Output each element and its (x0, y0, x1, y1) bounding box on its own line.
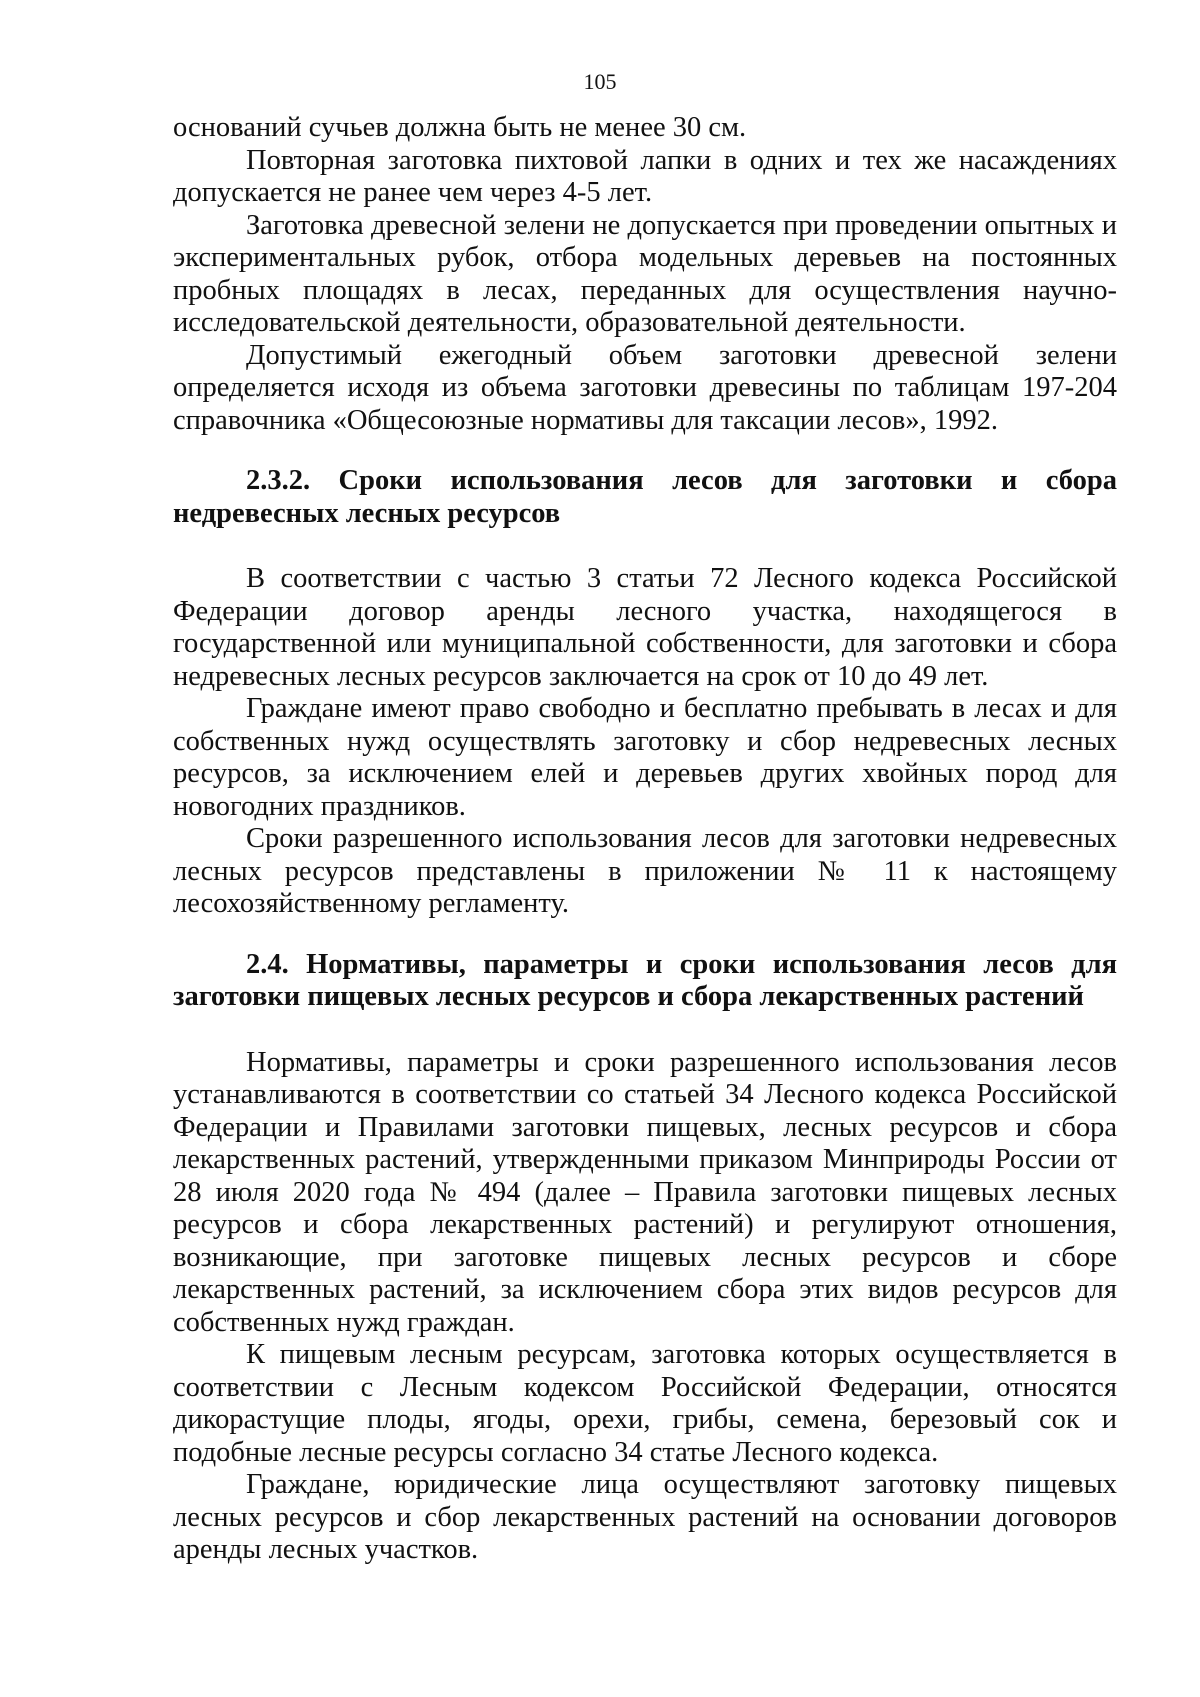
paragraph: Заготовка древесной зелени не допускается при проведении опытных и экспериментальных рубок, отбора модельных деревьев на постоянных пробных площадях в лесах, переданных для осуществления научно-исследовательской деятельности, образовательной деятельности. (173, 209, 1117, 338)
paragraph: Повторная заготовка пихтовой лапки в одних и тех же насаждениях допускается не ранее чем через 4-5 лет. (173, 144, 1117, 208)
spacer (173, 530, 1117, 563)
paragraph: оснований сучьев должна быть не менее 30 см. (173, 112, 747, 143)
section-heading: 2.3.2. Сроки использования лесов для заготовки и сбора недревесных лесных ресурсов (173, 465, 1117, 529)
paragraph: В соответствии с частью 3 статьи 72 Лесного кодекса Российской Федерации договор аренды лесного участка, находящегося в государственной или муниципальной собственности, для заготовки и сбора недревесных лесных ресурсов заключается на срок от 10 до 49 лет. (173, 563, 1117, 692)
paragraph: Граждане имеют право свободно и бесплатно пребывать в лесах и для собственных нужд осуществлять заготовку и сбор недревесных лесных ресурсов, за исключением елей и деревьев других хвойных пород для новогодних праздников. (173, 693, 1117, 822)
page-number: 105 (583, 69, 617, 94)
spacer (173, 1014, 1117, 1047)
spacer (173, 921, 1117, 949)
paragraph: Допустимый ежегодный объем заготовки древесной зелени определяется исходя из объема заготовки древесины по таблицам 197-204 справочника «Общесоюзные нормативы для таксации лесов», 1992. (173, 339, 1117, 436)
paragraph: Сроки разрешенного использования лесов для заготовки недревесных лесных ресурсов представлены в приложении № 11 к настоящему лесохозяйственному регламенту. (173, 823, 1117, 919)
paragraph: Граждане, юридические лица осуществляют заготовку пищевых лесных ресурсов и сбор лекарственных растений на основании договоров аренды лесных участков. (173, 1469, 1117, 1565)
document-body (173, 112, 1117, 1567)
paragraph: Нормативы, параметры и сроки разрешенного использования лесов устанавливаются в соответствии со статьей 34 Лесного кодекса Российской Федерации и Правилами заготовки пищевых, лесных ресурсов и сбора лекарственных растений, утвержденными приказом Минприроды России от 28 июля 2020 года № 494 (далее – Правила заготовки пищевых лесных ресурсов и сбора лекарственных растений) и регулируют отношения, возникающие, при заготовке пищевых лесных ресурсов и сборе лекарственных растений, за исключением сбора этих видов ресурсов для собственных нужд граждан. (173, 1046, 1117, 1338)
section-heading: 2.4. Нормативы, параметры и сроки использования лесов для заготовки пищевых лесных ресурсов и сбора лекарственных растений (173, 948, 1117, 1012)
paragraph: К пищевым лесным ресурсам, заготовка которых осуществляется в соответствии с Лесным кодексом Российской Федерации, относятся дикорастущие плоды, ягоды, орехи, грибы, семена, березовый сок и подобные лесные ресурсы согласно 34 статье Лесного кодекса. (173, 1339, 1117, 1468)
spacer (173, 437, 1117, 465)
